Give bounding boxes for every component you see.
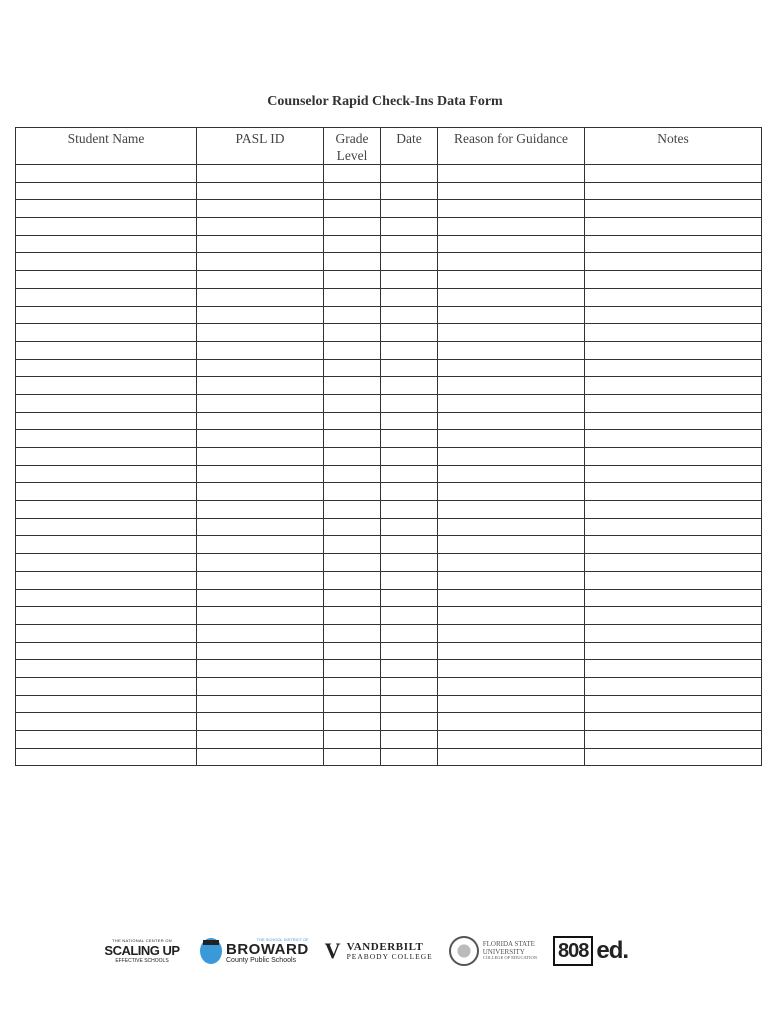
table-cell[interactable]: [381, 695, 438, 713]
table-cell[interactable]: [324, 713, 381, 731]
table-cell[interactable]: [381, 518, 438, 536]
table-row: [16, 624, 762, 642]
table-cell[interactable]: [16, 624, 197, 642]
table-cell[interactable]: [197, 607, 324, 625]
table-cell[interactable]: [16, 430, 197, 448]
table-row: [16, 589, 762, 607]
table-cell[interactable]: [16, 660, 197, 678]
table-cell[interactable]: [585, 235, 762, 253]
table-cell[interactable]: [16, 571, 197, 589]
table-cell[interactable]: [16, 377, 197, 395]
table-cell[interactable]: [197, 695, 324, 713]
table-cell[interactable]: [381, 306, 438, 324]
table-cell[interactable]: [16, 235, 197, 253]
table-row: [16, 341, 762, 359]
table-cell[interactable]: [438, 589, 585, 607]
table-cell[interactable]: [16, 253, 197, 271]
table-cell[interactable]: [197, 571, 324, 589]
table-cell[interactable]: [438, 394, 585, 412]
v-shield-icon: V: [324, 938, 341, 963]
table-cell[interactable]: [197, 430, 324, 448]
table-cell[interactable]: [438, 642, 585, 660]
table-cell[interactable]: [324, 165, 381, 183]
seal-icon: [449, 936, 479, 966]
table-cell[interactable]: [381, 607, 438, 625]
table-cell[interactable]: [197, 465, 324, 483]
table-row: [16, 642, 762, 660]
table-cell[interactable]: [16, 731, 197, 749]
table-cell[interactable]: [197, 218, 324, 236]
table-row: [16, 200, 762, 218]
table-cell[interactable]: [16, 448, 197, 466]
table-cell[interactable]: [381, 748, 438, 766]
table-cell[interactable]: [16, 271, 197, 289]
table-cell[interactable]: [197, 341, 324, 359]
table-cell[interactable]: [585, 412, 762, 430]
table-cell[interactable]: [438, 731, 585, 749]
table-cell[interactable]: [197, 501, 324, 519]
table-cell[interactable]: [585, 182, 762, 200]
table-cell[interactable]: [381, 394, 438, 412]
table-cell[interactable]: [585, 271, 762, 289]
table-cell[interactable]: [438, 271, 585, 289]
table-row: [16, 324, 762, 342]
table-cell[interactable]: [324, 731, 381, 749]
table-cell[interactable]: [16, 589, 197, 607]
table-cell[interactable]: [16, 642, 197, 660]
table-cell[interactable]: [585, 501, 762, 519]
table-cell[interactable]: [324, 677, 381, 695]
table-cell[interactable]: [438, 165, 585, 183]
table-cell[interactable]: [324, 218, 381, 236]
table-cell[interactable]: [16, 677, 197, 695]
table-cell[interactable]: [585, 430, 762, 448]
table-cell[interactable]: [381, 571, 438, 589]
table-cell[interactable]: [585, 377, 762, 395]
table-cell[interactable]: [324, 253, 381, 271]
table-cell[interactable]: [585, 571, 762, 589]
table-cell[interactable]: [438, 235, 585, 253]
table-cell[interactable]: [381, 200, 438, 218]
table-cell[interactable]: [381, 182, 438, 200]
table-cell[interactable]: [16, 412, 197, 430]
table-cell[interactable]: [585, 465, 762, 483]
table-cell[interactable]: [381, 448, 438, 466]
table-row: [16, 218, 762, 236]
table-cell[interactable]: [438, 200, 585, 218]
table-cell[interactable]: [16, 306, 197, 324]
table-cell[interactable]: [381, 536, 438, 554]
table-cell[interactable]: [197, 306, 324, 324]
partner-logos: [100, 930, 670, 972]
table-cell[interactable]: [324, 642, 381, 660]
table-cell[interactable]: [585, 713, 762, 731]
table-cell[interactable]: [585, 518, 762, 536]
table-row: [16, 182, 762, 200]
table-cell[interactable]: [381, 501, 438, 519]
table-cell[interactable]: [585, 695, 762, 713]
table-cell[interactable]: [16, 182, 197, 200]
table-cell[interactable]: [16, 324, 197, 342]
table-cell[interactable]: [16, 359, 197, 377]
table-cell[interactable]: [438, 341, 585, 359]
table-row: [16, 660, 762, 678]
table-cell[interactable]: [324, 359, 381, 377]
table-cell[interactable]: [381, 218, 438, 236]
table-cell[interactable]: [16, 341, 197, 359]
table-cell[interactable]: [438, 218, 585, 236]
table-cell[interactable]: [438, 748, 585, 766]
table-cell[interactable]: [585, 607, 762, 625]
table-cell[interactable]: [438, 448, 585, 466]
table-cell[interactable]: [197, 713, 324, 731]
table-row: [16, 235, 762, 253]
table-cell[interactable]: [324, 182, 381, 200]
table-cell[interactable]: [585, 306, 762, 324]
table-cell[interactable]: [381, 324, 438, 342]
table-cell[interactable]: [324, 624, 381, 642]
graduation-cap-icon: [200, 938, 222, 964]
table-cell[interactable]: [381, 253, 438, 271]
table-cell[interactable]: [438, 607, 585, 625]
table-row: [16, 695, 762, 713]
table-cell[interactable]: [16, 748, 197, 766]
table-row: [16, 359, 762, 377]
table-row: [16, 677, 762, 695]
table-cell[interactable]: [197, 253, 324, 271]
table-cell[interactable]: [16, 536, 197, 554]
table-cell[interactable]: [585, 324, 762, 342]
table-row: [16, 748, 762, 766]
table-cell[interactable]: [438, 695, 585, 713]
table-cell[interactable]: [381, 359, 438, 377]
table-cell[interactable]: [585, 394, 762, 412]
table-cell[interactable]: [381, 465, 438, 483]
table-cell[interactable]: [16, 394, 197, 412]
table-row: [16, 536, 762, 554]
fsu-logo: FLORIDA STATE UNIVERSITY COLLEGE OF EDUCATION: [449, 936, 537, 966]
table-cell[interactable]: [438, 377, 585, 395]
table-cell[interactable]: [438, 483, 585, 501]
table-cell[interactable]: [197, 165, 324, 183]
table-cell[interactable]: [381, 660, 438, 678]
table-cell[interactable]: [381, 589, 438, 607]
table-row: [16, 607, 762, 625]
table-cell[interactable]: [381, 341, 438, 359]
table-cell[interactable]: [585, 731, 762, 749]
table-cell[interactable]: [381, 235, 438, 253]
table-cell[interactable]: [585, 536, 762, 554]
table-cell[interactable]: [585, 200, 762, 218]
table-cell[interactable]: [585, 448, 762, 466]
table-cell[interactable]: [438, 253, 585, 271]
table-cell[interactable]: [197, 288, 324, 306]
ed-logo: 808 ed.: [553, 936, 628, 966]
table-row: [16, 288, 762, 306]
table-cell[interactable]: [438, 536, 585, 554]
table-cell[interactable]: [381, 677, 438, 695]
table-cell[interactable]: [197, 412, 324, 430]
table-cell[interactable]: [197, 642, 324, 660]
table-row: [16, 713, 762, 731]
table-cell[interactable]: [585, 589, 762, 607]
table-cell[interactable]: [438, 306, 585, 324]
table-row: [16, 554, 762, 572]
table-cell[interactable]: [324, 430, 381, 448]
table-cell[interactable]: [438, 324, 585, 342]
table-cell[interactable]: [197, 518, 324, 536]
table-cell[interactable]: [381, 271, 438, 289]
table-cell[interactable]: [197, 359, 324, 377]
table-cell[interactable]: [381, 624, 438, 642]
table-cell[interactable]: [197, 448, 324, 466]
table-cell[interactable]: [197, 731, 324, 749]
table-cell[interactable]: [585, 642, 762, 660]
table-cell[interactable]: [585, 677, 762, 695]
column-header-date: Date: [381, 128, 438, 165]
table-cell[interactable]: [197, 660, 324, 678]
table-cell[interactable]: [585, 341, 762, 359]
table-cell[interactable]: [438, 430, 585, 448]
table-cell[interactable]: [585, 288, 762, 306]
table-cell[interactable]: [324, 465, 381, 483]
table-cell[interactable]: [324, 554, 381, 572]
table-cell[interactable]: [197, 324, 324, 342]
table-cell[interactable]: [16, 483, 197, 501]
table-cell[interactable]: [585, 748, 762, 766]
table-cell[interactable]: [324, 394, 381, 412]
table-cell[interactable]: [438, 713, 585, 731]
column-header-notes: Notes: [585, 128, 762, 165]
table-cell[interactable]: [197, 536, 324, 554]
table-cell[interactable]: [438, 465, 585, 483]
header-row: [16, 128, 762, 165]
table-row: [16, 271, 762, 289]
table-row: [16, 306, 762, 324]
table-cell[interactable]: [438, 571, 585, 589]
scaling-up-logo: THE NATIONAL CENTER ON SCALING UP EFFECTIVE SCHOOLS: [104, 938, 180, 964]
table-cell[interactable]: [438, 554, 585, 572]
table-cell[interactable]: [324, 377, 381, 395]
table-cell[interactable]: [381, 731, 438, 749]
table-cell[interactable]: [324, 200, 381, 218]
table-cell[interactable]: [324, 341, 381, 359]
table-cell[interactable]: [438, 501, 585, 519]
table-cell[interactable]: [16, 607, 197, 625]
table-cell[interactable]: [324, 571, 381, 589]
table-cell[interactable]: [324, 324, 381, 342]
table-cell[interactable]: [324, 748, 381, 766]
table-cell[interactable]: [16, 465, 197, 483]
column-header-reason: Reason for Guidance: [438, 128, 585, 165]
808-mark-icon: 808: [553, 936, 593, 966]
table-cell[interactable]: [324, 607, 381, 625]
table-cell[interactable]: [197, 624, 324, 642]
table-cell[interactable]: [16, 165, 197, 183]
table-cell[interactable]: [16, 713, 197, 731]
table-cell[interactable]: [324, 660, 381, 678]
table-cell[interactable]: [438, 182, 585, 200]
table-cell[interactable]: [197, 235, 324, 253]
table-cell[interactable]: [438, 412, 585, 430]
table-row: [16, 165, 762, 183]
table-row: [16, 518, 762, 536]
column-header-student-name: Student Name: [16, 128, 197, 165]
column-header-grade-level: Grade Level: [324, 128, 381, 165]
table-cell[interactable]: [585, 660, 762, 678]
table-cell[interactable]: [381, 165, 438, 183]
table-row: [16, 377, 762, 395]
table-cell[interactable]: [381, 713, 438, 731]
table-cell[interactable]: [438, 359, 585, 377]
table-cell[interactable]: [324, 695, 381, 713]
form-title: Counselor Rapid Check-Ins Data Form: [267, 94, 503, 109]
table-row: [16, 465, 762, 483]
table-cell[interactable]: [16, 218, 197, 236]
table-cell[interactable]: [324, 483, 381, 501]
table-cell[interactable]: [197, 182, 324, 200]
table-cell[interactable]: [438, 624, 585, 642]
table-cell[interactable]: [585, 253, 762, 271]
table-cell[interactable]: [381, 412, 438, 430]
table-cell[interactable]: [324, 288, 381, 306]
vanderbilt-logo: V VANDERBILT PEABODY COLLEGE: [324, 938, 433, 963]
table-cell[interactable]: [16, 518, 197, 536]
table-row: [16, 412, 762, 430]
table-cell[interactable]: [438, 518, 585, 536]
table-cell[interactable]: [16, 288, 197, 306]
table-cell[interactable]: [585, 624, 762, 642]
table-cell[interactable]: [324, 589, 381, 607]
table-cell[interactable]: [324, 412, 381, 430]
table-cell[interactable]: [438, 677, 585, 695]
table-cell[interactable]: [381, 642, 438, 660]
table-cell[interactable]: [381, 430, 438, 448]
table-cell[interactable]: [381, 483, 438, 501]
column-header-pasl-id: PASL ID: [197, 128, 324, 165]
table-cell[interactable]: [16, 200, 197, 218]
table-cell[interactable]: [197, 554, 324, 572]
table-row: [16, 253, 762, 271]
table-cell[interactable]: [16, 554, 197, 572]
table-cell[interactable]: [324, 501, 381, 519]
table-cell[interactable]: [324, 306, 381, 324]
table-cell[interactable]: [197, 748, 324, 766]
table-cell[interactable]: [438, 288, 585, 306]
table-cell[interactable]: [197, 589, 324, 607]
table-cell[interactable]: [197, 394, 324, 412]
table-cell[interactable]: [324, 448, 381, 466]
table-row: [16, 501, 762, 519]
table-row: [16, 571, 762, 589]
table-row: [16, 731, 762, 749]
table-cell[interactable]: [324, 235, 381, 253]
table-row: [16, 448, 762, 466]
table-cell[interactable]: [381, 377, 438, 395]
table-cell[interactable]: [585, 359, 762, 377]
table-row: [16, 394, 762, 412]
table-cell[interactable]: [585, 165, 762, 183]
table-cell[interactable]: [197, 200, 324, 218]
table-cell[interactable]: [438, 660, 585, 678]
check-in-table: [15, 127, 762, 766]
table-cell[interactable]: [197, 377, 324, 395]
table-cell[interactable]: [16, 695, 197, 713]
table-cell[interactable]: [16, 501, 197, 519]
table-cell[interactable]: [585, 483, 762, 501]
table-cell[interactable]: [381, 554, 438, 572]
table-cell[interactable]: [324, 536, 381, 554]
broward-logo: THE SCHOOL DISTRICT OF BROWARD County Public Schools: [200, 938, 309, 964]
table-row: [16, 483, 762, 501]
table-cell[interactable]: [381, 288, 438, 306]
table-cell[interactable]: [197, 483, 324, 501]
table-cell[interactable]: [197, 677, 324, 695]
table-cell[interactable]: [324, 518, 381, 536]
table-cell[interactable]: [585, 218, 762, 236]
table-cell[interactable]: [197, 271, 324, 289]
table-cell[interactable]: [324, 271, 381, 289]
table-cell[interactable]: [585, 554, 762, 572]
table-row: [16, 430, 762, 448]
